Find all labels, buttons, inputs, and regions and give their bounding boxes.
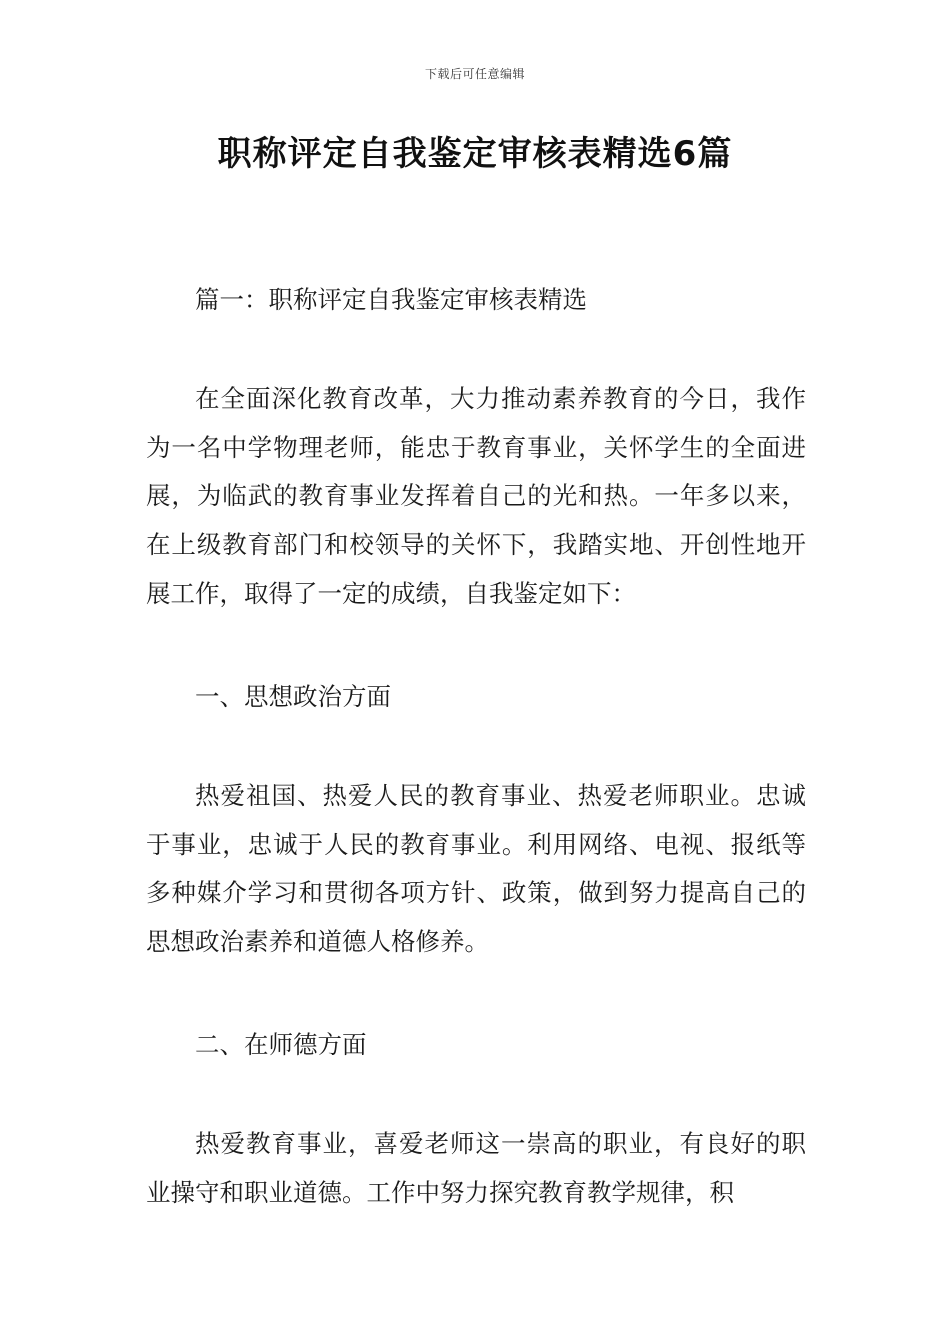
section-heading-2: 二、在师德方面 [195, 1030, 367, 1059]
part1-heading-block [146, 276, 806, 325]
intro-paragraph: 在全面深化教育改革，大力推动素养教育的今日，我作为一名中学物理老师，能忠于教育事业，关怀学生的全面进展，为临武的教育事业发挥着自己的光和热。一年多以来，在上级教育部门和校领导的关怀下，我踏实地、开创性地开展工作，取得了一定的成绩，自我鉴定如下： [146, 384, 806, 608]
paragraph-2-block [146, 1120, 806, 1217]
intro-block [146, 375, 806, 619]
header-note: 下载后可任意编辑 [424, 67, 525, 81]
heading-2-block [146, 1021, 806, 1070]
part1-heading: 篇一：职称评定自我鉴定审核表精选 [195, 285, 587, 314]
paragraph-1-block [146, 772, 806, 967]
section-paragraph-2: 热爱教育事业，喜爱老师这一崇高的职业，有良好的职业操守和职业道德。工作中努力探究教育教学规律，积 [146, 1129, 806, 1207]
section-heading-1: 一、思想政治方面 [195, 682, 391, 711]
section-paragraph-1: 热爱祖国、热爱人民的教育事业、热爱老师职业。忠诚于事业，忠诚于人民的教育事业。利用网络、电视、报纸等多种媒介学习和贯彻各项方针、政策，做到努力提高自己的思想政治素养和道德人格修养。 [146, 781, 806, 957]
heading-1-block [146, 673, 806, 722]
document-title: 职称评定自我鉴定审核表精选6篇 [217, 134, 733, 174]
